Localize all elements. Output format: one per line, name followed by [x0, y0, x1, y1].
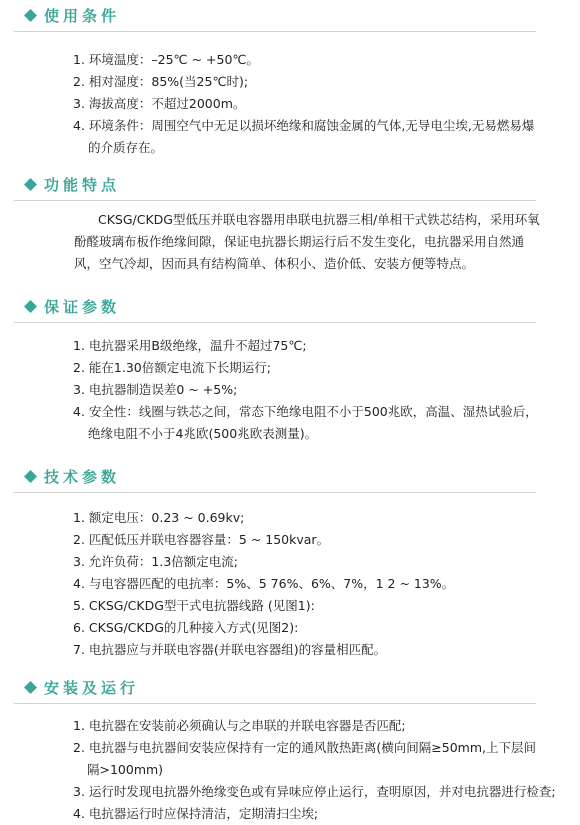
list-item: 1. 电抗器在安装前必须确认与之串联的并联电容器是否匹配;	[73, 718, 406, 733]
section-header	[0, 676, 580, 700]
section-divider	[14, 322, 536, 323]
list-item: 4. 环境条件：周围空气中无足以损坏绝缘和腐蚀金属的气体,无导电尘埃,无易燃易爆的介质存在。	[73, 118, 535, 155]
section-title: 使用条件	[44, 7, 121, 25]
diamond-bullet-icon	[24, 470, 37, 483]
list-item: 2. 电抗器与电抗器间安装应保持有一定的通风散热距离(横向间隔≥50mm,上下层间隔>100mm)	[73, 740, 536, 777]
diamond-bullet-icon	[24, 9, 37, 22]
section-divider	[14, 31, 536, 32]
list-item: 2. 匹配低压并联电容器容量：5 ~ 150kvar。	[73, 532, 330, 547]
usage-conditions-list	[73, 49, 544, 159]
section-header	[0, 4, 580, 28]
section-installation-operation	[0, 676, 580, 821]
section-header	[0, 295, 580, 319]
section-technical-parameters	[0, 465, 580, 657]
section-divider	[14, 703, 536, 704]
section-title: 功能特点	[44, 176, 121, 194]
guaranteed-parameters-list	[73, 335, 544, 445]
list-item: 1. 额定电压：0.23 ~ 0.69kv;	[73, 510, 245, 525]
technical-parameters-list	[73, 507, 544, 661]
section-header	[0, 173, 580, 197]
section-title: 安装及运行	[44, 679, 140, 697]
section-title: 保证参数	[44, 298, 121, 316]
section-header	[0, 465, 580, 489]
features-paragraph: CKSG/CKDG型低压并联电容器用串联电抗器三相/单相干式铁芯结构，采用环氧酚醛玻璃布板作绝缘间隙，保证电抗器长期运行后不发生变化，电抗器采用自然通风，空气冷却，因而具有结构简单、体积小、造价低、安装方便等特点。	[74, 212, 540, 271]
section-usage-conditions	[0, 4, 580, 155]
list-item: 2. 相对湿度：85%(当25℃时);	[73, 74, 249, 89]
list-item: 4. 电抗器运行时应保持清洁，定期清扫尘埃;	[73, 806, 319, 821]
section-guaranteed-parameters	[0, 295, 580, 441]
section-title: 技术参数	[44, 468, 121, 486]
list-item: 3. 海拔高度：不超过2000m。	[73, 96, 246, 111]
list-item: 6. CKSG/CKDG的几种接入方式(见图2):	[73, 620, 299, 635]
diamond-bullet-icon	[24, 178, 37, 191]
section-features	[0, 173, 580, 271]
diamond-bullet-icon	[24, 681, 37, 694]
list-item: 1. 环境温度：–25℃ ~ +50℃。	[73, 52, 259, 67]
list-item: 3. 允许负荷：1.3倍额定电流;	[73, 554, 238, 569]
list-item: 1. 电抗器采用B级绝缘，温升不超过75℃;	[73, 338, 307, 353]
diamond-bullet-icon	[24, 300, 37, 313]
section-divider	[14, 200, 536, 201]
list-item: 3. 运行时发现电抗器外绝缘变色或有异味应停止运行，查明原因，并对电抗器进行检查;	[73, 784, 556, 799]
list-item: 5. CKSG/CKDG型干式电抗器线路 (见图1):	[73, 598, 315, 613]
list-item: 3. 电抗器制造误差0 ~ +5%;	[73, 382, 238, 397]
section-divider	[14, 492, 536, 493]
list-item: 4. 与电容器匹配的电抗率：5%、5 76%、6%、7%，1 2 ~ 13%。	[73, 576, 455, 591]
list-item: 7. 电抗器应与并联电容器(并联电容器组)的容量相匹配。	[73, 642, 387, 657]
installation-operation-list	[73, 715, 556, 825]
list-item: 4. 安全性：线圈与铁芯之间，常态下绝缘电阻不小于500兆欧，高温、湿热试验后，绝缘电阻不小于4兆欧(500兆欧表测量)。	[73, 404, 538, 441]
list-item: 2. 能在1.30倍额定电流下长期运行;	[73, 360, 271, 375]
